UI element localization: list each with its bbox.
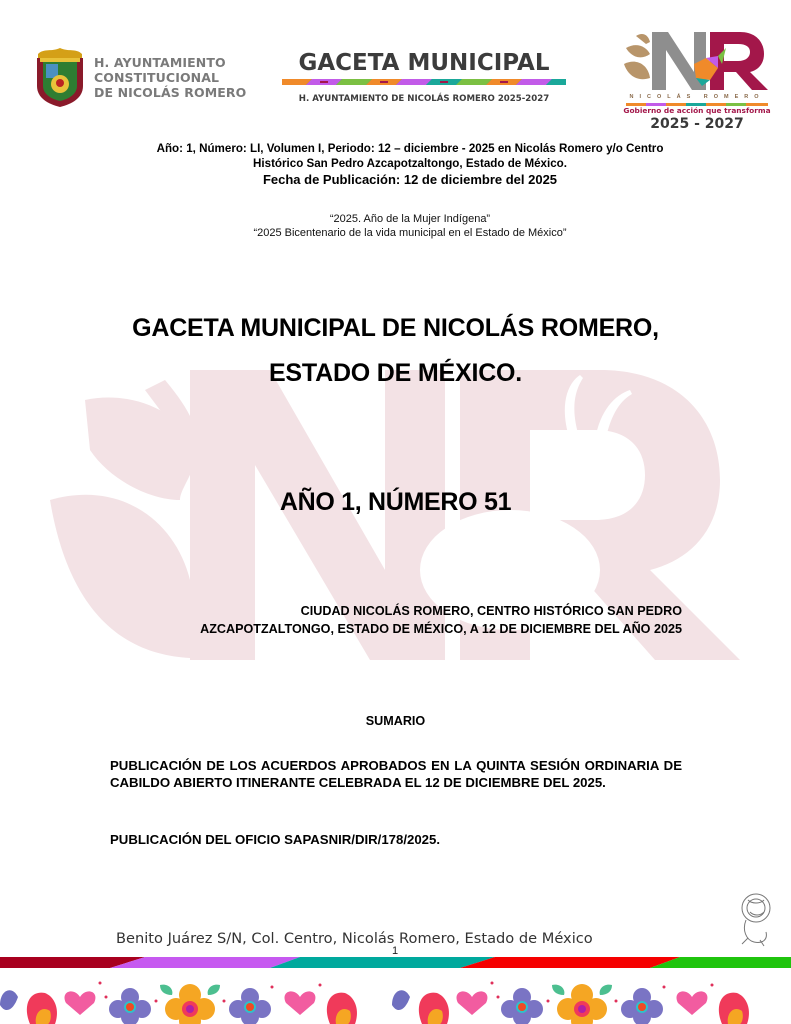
place-line-2: AZCAPOTZALTONGO, ESTADO DE MÉXICO, A 12 DE DICIEMBRE DEL AÑO 2025	[200, 622, 682, 636]
sumario-item: PUBLICACIÓN DE LOS ACUERDOS APROBADOS EN LA QUINTA SESIÓN ORDINARIA DE CABILDO ABIERTO ITINERANTE CELEBRADA EL 12 DE DICIEMBRE DEL 2025.	[110, 758, 682, 790]
place-and-date	[100, 602, 682, 638]
sumario-item: PUBLICACIÓN DEL OFICIO SAPASNIR/DIR/178/2025.	[110, 832, 441, 847]
meta-line-1: Año: 1, Número: LI, Volumen I, Periodo: 12 – diciembre - 2025 en Nicolás Romero y/o Centro	[156, 142, 664, 155]
page-title-line-2: ESTADO DE MÉXICO.	[268, 359, 523, 387]
flower-border-icon	[0, 975, 791, 1024]
footer-address: Benito Juárez S/N, Col. Centro, Nicolás Romero, Estado de México	[116, 930, 593, 947]
meta-line-2: Histórico San Pedro Azcapotzaltongo, Estado de México.	[253, 157, 567, 170]
nr-logo-years: 2025 - 2027	[650, 116, 744, 132]
page-title-line-1: GACETA MUNICIPAL DE NICOLÁS ROMERO,	[132, 314, 659, 342]
place-line-1: CIUDAD NICOLÁS ROMERO, CENTRO HISTÓRICO SAN PEDRO	[300, 604, 682, 618]
gaceta-logo-subtitle: H. AYUNTAMIENTO DE NICOLÁS ROMERO 2025-2027	[298, 94, 550, 104]
gaceta-logo	[282, 50, 566, 104]
ayuntamiento-name	[94, 55, 246, 100]
ayuntamiento-line-3: DE NICOLÁS ROMERO	[94, 84, 247, 100]
nr-government-logo	[622, 28, 772, 134]
ayuntamiento-line-1: H. AYUNTAMIENTO	[94, 54, 226, 70]
issue-number: AÑO 1, NÚMERO 51	[279, 488, 512, 516]
publication-meta	[100, 141, 720, 188]
page-title	[60, 306, 731, 396]
gaceta-logo-title: GACETA MUNICIPAL	[298, 50, 550, 76]
sumario-heading: SUMARIO	[365, 714, 426, 728]
municipal-crest-icon	[32, 46, 88, 108]
publication-date: Fecha de Publicación: 12 de diciembre del 2025	[262, 172, 558, 187]
ayuntamiento-line-2: CONSTITUCIONAL	[94, 69, 220, 85]
ant-drawing-icon	[734, 890, 778, 948]
motto-2: “2025 Bicentenario de la vida municipal en el Estado de México”	[253, 227, 567, 239]
nr-logo-slogan: Gobierno de acción que transforma	[623, 106, 771, 115]
annual-mottos	[100, 212, 720, 240]
color-stripe-icon	[0, 957, 791, 968]
nr-logo-icon	[622, 28, 772, 94]
motto-1: “2025. Año de la Mujer Indígena”	[329, 213, 491, 225]
ayuntamiento-logo	[32, 46, 246, 108]
page-number: 1	[392, 945, 399, 957]
nr-logo-name: NICOLÁS ROMERO	[629, 94, 765, 100]
pattern-stripe-icon	[282, 79, 566, 85]
